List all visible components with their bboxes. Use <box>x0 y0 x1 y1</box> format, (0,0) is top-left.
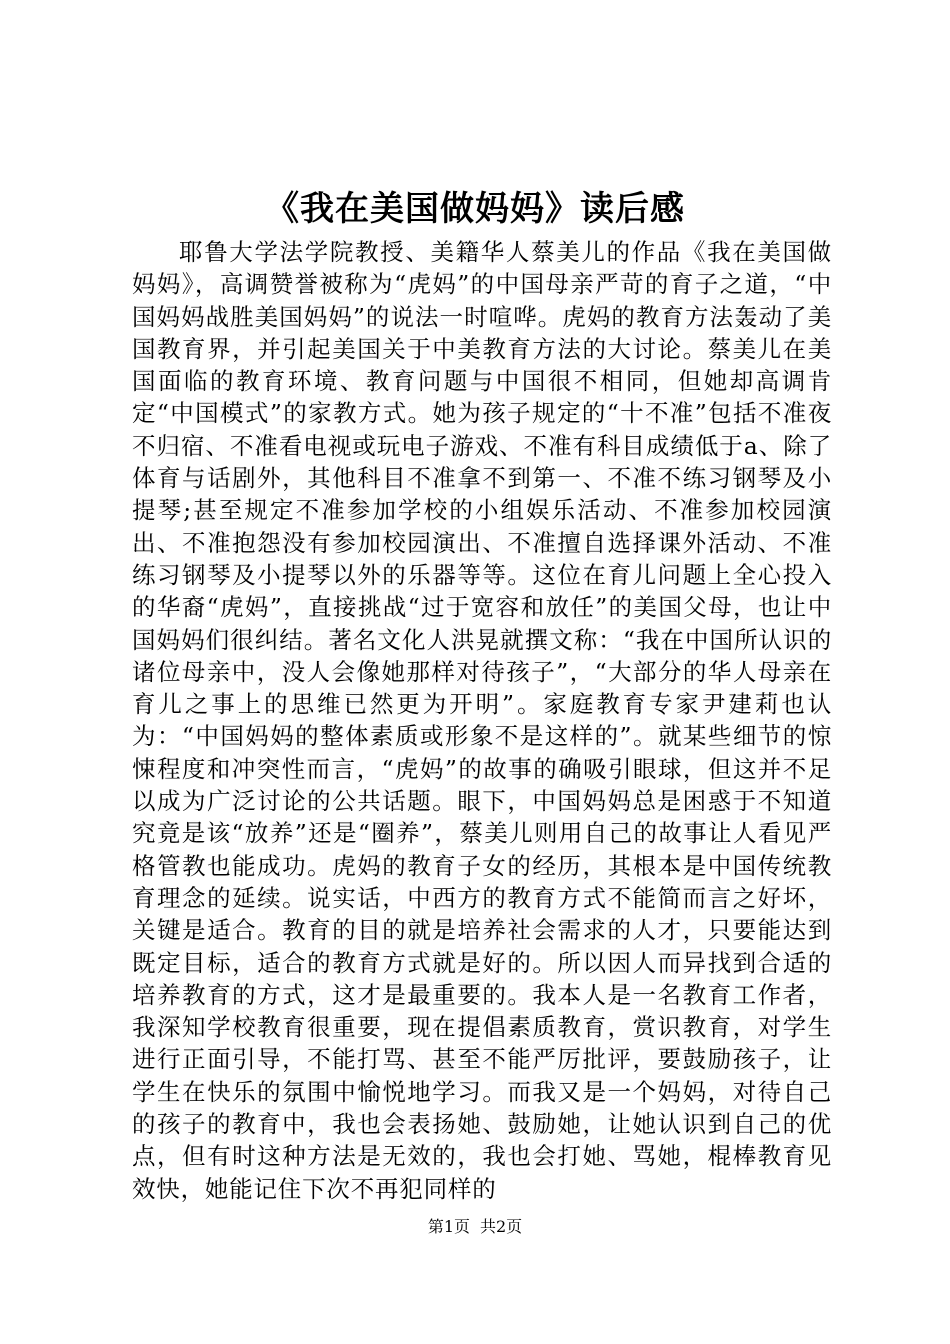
document-title: 《我在美国做妈妈》读后感 <box>265 189 685 229</box>
body-paragraph: 耶鲁大学法学院教授、美籍华人蔡美儿的作品《我在美国做妈妈》，高调赞誉被称为“虎妈”的中国母亲严苛的育子之道，“中国妈妈战胜美国妈妈”的说法一时喧哗。虎妈的教育方法轰动了美国教育界，并引起美国关于中美教育方法的大讨论。蔡美儿在美国面临的教育环境、教育问题与中国很不相同，但她却高调肯定“中国模式”的家教方式。她为孩子规定的“十不准”包括不准夜不归宿、不准看电视或玩电子游戏、不准有科目成绩低于a、除了体育与话剧外，其他科目不准拿不到第一、不准不练习钢琴及小提琴;甚至规定不准参加学校的小组娱乐活动、不准参加校园演出、不准抱怨没有参加校园演出、不准擅自选择课外活动、不准练习钢琴及小提琴以外的乐器等等。这位在育儿问题上全心投入的华裔“虎妈”，直接挑战“过于宽容和放任”的美国父母，也让中国妈妈们很纠结。著名文化人洪晃就撰文称：“我在中国所认识的诸位母亲中，没人会像她那样对待孩子”，“大部分的华人母亲在育儿之事上的思维已然更为开明”。家庭教育专家尹建莉也认为：“中国妈妈的整体素质或形象不是这样的”。就某些细节的惊悚程度和冲突性而言，“虎妈”的故事的确吸引眼球，但这并不足以成为广泛讨论的公共话题。眼下，中国妈妈总是困惑于不知道究竟是该“放养”还是“圈养”，蔡美儿则用自己的故事让人看见严格管教也能成功。虎妈的教育子女的经历，其根本是中国传统教育理念的延续。说实话，中西方的教育方式不能简而言之好坏，关键是适合。教育的目的就是培养社会需求的人才，只要能达到既定目标，适合的教育方式就是好的。所以因人而异找到合适的培养教育的方式，这才是最重要的。我本人是一名教育工作者，我深知学校教育很重要，现在提倡素质教育，赏识教育，对学生进行正面引导，不能打骂、甚至不能严厉批评，要鼓励孩子，让学生在快乐的氛围中愉悦地学习。而我又是一个妈妈，对待自己的孩子的教育中，我也会表扬她、鼓励她，让她认识到自己的优点，但有时这种方法是无效的，我也会打她、骂她，棍棒教育见效快，她能记住下次不再犯同样的 <box>132 238 832 1203</box>
page-number: 第1页 <box>427 1217 470 1236</box>
page-footer <box>0 1216 950 1238</box>
page-total: 共2页 <box>480 1217 523 1236</box>
